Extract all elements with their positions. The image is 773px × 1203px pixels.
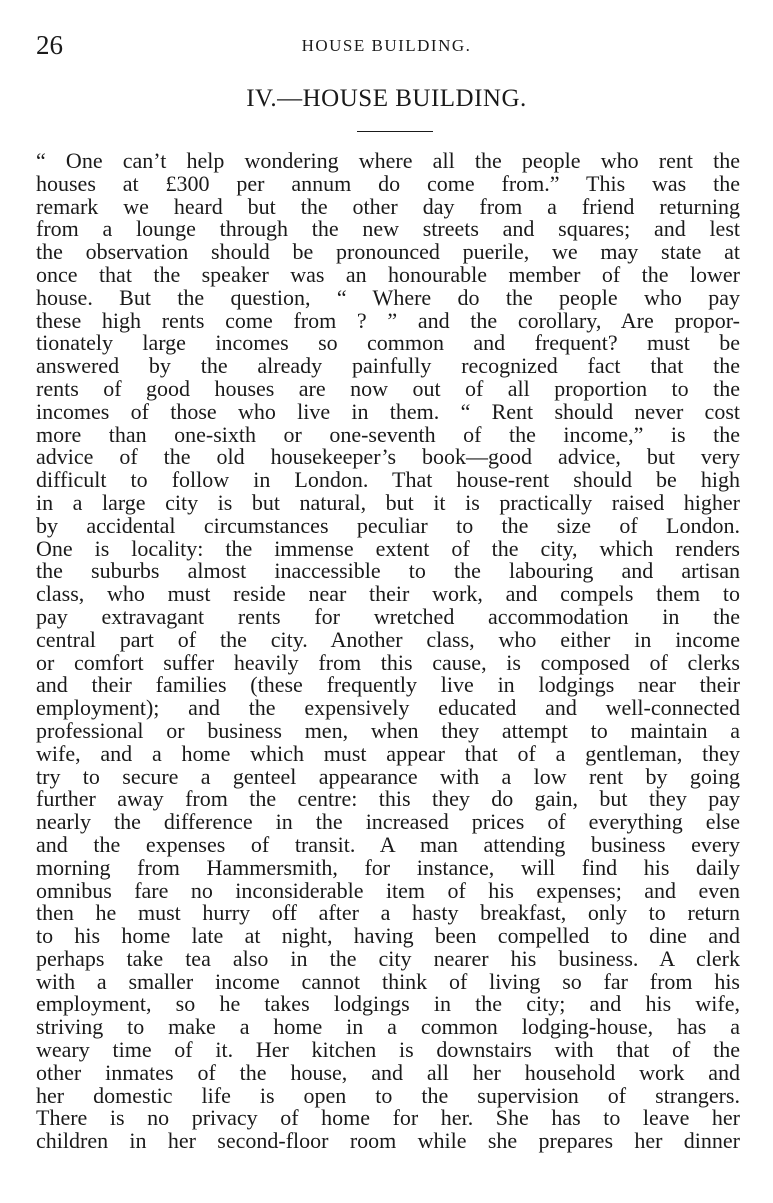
text-line: incomes of those who live in them. “ Rent should never cost (36, 398, 740, 424)
text-line: the suburbs almost inaccessible to the labouring and artisan (36, 558, 740, 584)
text-line: and the expenses of transit. A man attending business every (36, 831, 740, 857)
text-line: to his home late at night, having been compelled to dine and (36, 923, 740, 949)
text-line: pay extravagant rents for wretched accommodation in the (36, 603, 740, 629)
text-line: “ One can’t help wondering where all the people who rent the (36, 148, 740, 173)
text-line: professional or business men, when they attempt to maintain a (36, 717, 740, 743)
text-line: advice of the old housekeeper’s book—good advice, but very (36, 444, 740, 470)
text-line: employment); and the expensively educated and well-connected (36, 695, 740, 721)
text-line: weary time of it. Her kitchen is downstairs with that of the (36, 1037, 740, 1063)
text-line: then he must hurry off after a hasty breakfast, only to return (36, 900, 740, 926)
text-line: by accidental circumstances peculiar to the size of London. (36, 512, 740, 538)
text-line: or comfort suffer heavily from this cause, is composed of clerks (36, 649, 740, 675)
text-line: difficult to follow in London. That house-rent should be high (36, 467, 740, 493)
text-line: morning from Hammersmith, for instance, will find his daily (36, 854, 740, 880)
text-line: perhaps take tea also in the city nearer his business. A clerk (36, 945, 740, 971)
text-line: tionately large incomes so common and frequent? must be (36, 330, 740, 356)
text-line: There is no privacy of home for her. She has to leave her (36, 1105, 740, 1131)
text-line: from a lounge through the new streets and squares; and lest (36, 216, 740, 242)
text-line: answered by the already painfully recognized fact that the (36, 353, 740, 379)
text-line: striving to make a home in a common lodging-house, has a (36, 1014, 740, 1040)
text-line: her domestic life is open to the supervision of strangers. (36, 1082, 740, 1108)
text-line: in a large city is but natural, but it is practically raised higher (36, 489, 740, 515)
text-line: with a smaller income cannot think of living so far from his (36, 968, 740, 994)
text-line: remark we heard but the other day from a friend returning (36, 193, 740, 219)
text-line: omnibus fare no inconsiderable item of his expenses; and even (36, 877, 740, 903)
text-line: once that the speaker was an honourable member of the lower (36, 261, 740, 287)
text-line: employment, so he takes lodgings in the city; and his wife, (36, 991, 740, 1017)
text-line: One is locality: the immense extent of the city, which renders (36, 535, 740, 561)
running-head: HOUSE BUILDING. (301, 36, 472, 55)
text-line: house. But the question, “ Where do the people who pay (36, 284, 740, 310)
text-line: more than one-sixth or one-seventh of the income,” is the (36, 421, 740, 447)
text-line: and their families (these frequently live in lodgings near their (36, 672, 740, 698)
text-line: houses at £300 per annum do come from.” This was the (36, 170, 740, 196)
text-line: class, who must reside near their work, and compels them to (36, 581, 740, 607)
text-line: these high rents come from ? ” and the corollary, Are propor- (36, 307, 740, 333)
text-line: other inmates of the house, and all her household work and (36, 1059, 740, 1085)
text-line: the observation should be pronounced puerile, we may state at (36, 239, 740, 265)
body-text (36, 150, 740, 1153)
text-line: children in her second-floor room while she prepares her dinner (36, 1128, 740, 1154)
text-line: nearly the difference in the increased prices of everything else (36, 809, 740, 835)
text-line: further away from the centre: this they do gain, but they pay (36, 786, 740, 812)
text-line: wife, and a home which must appear that of a gentleman, they (36, 740, 740, 766)
text-line: central part of the city. Another class, who either in income (36, 626, 740, 652)
text-line: rents of good houses are now out of all proportion to the (36, 375, 740, 401)
page-number: 26 (36, 30, 63, 60)
title-divider (357, 131, 433, 132)
text-line: try to secure a genteel appearance with a low rent by going (36, 763, 740, 789)
chapter-title: IV.—HOUSE BUILDING. (246, 85, 527, 112)
